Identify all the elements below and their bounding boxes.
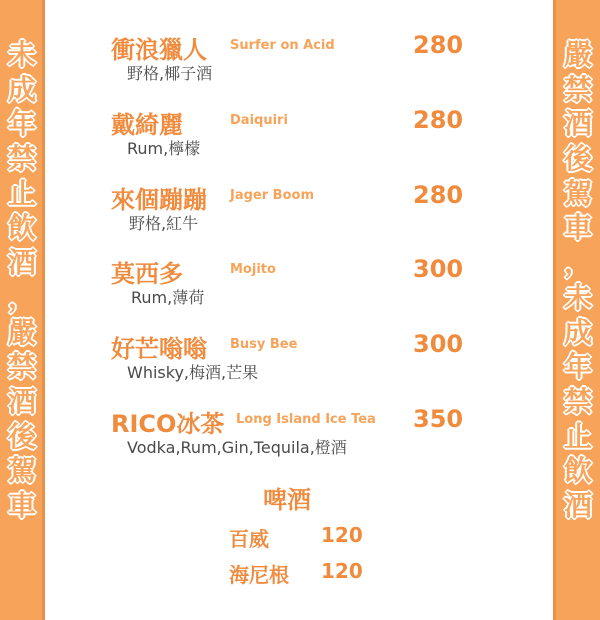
right-warning-text xyxy=(562,38,594,524)
warning-char: 禁 xyxy=(563,72,592,106)
warning-char: 止 xyxy=(563,419,592,453)
warning-char: 酒 xyxy=(7,384,36,418)
warning-char: 止 xyxy=(7,176,36,210)
beer-price: 120 xyxy=(321,559,363,583)
left-warning-text xyxy=(6,38,38,524)
item-ingredients: 野格,紅牛 xyxy=(129,214,199,233)
item-english-name: Long Island Ice Tea xyxy=(236,412,376,427)
item-price: 280 xyxy=(413,106,464,134)
warning-char: 後 xyxy=(563,142,592,176)
item-chinese-name: 來個蹦蹦 xyxy=(111,186,207,214)
warning-char: 駕 xyxy=(563,176,592,210)
item-chinese-name: 莫西多 xyxy=(111,260,183,288)
item-ingredients: 野格,椰子酒 xyxy=(127,64,213,83)
item-ingredients: Vodka,Rum,Gin,Tequila,橙酒 xyxy=(127,438,347,457)
item-ingredients: Whisky,梅酒,芒果 xyxy=(127,363,259,382)
item-english-name: Mojito xyxy=(230,262,276,277)
item-english-name: Surfer on Acid xyxy=(230,38,335,53)
warning-char: 年 xyxy=(563,350,592,384)
item-chinese-name: 戴綺麗 xyxy=(111,111,183,139)
warning-char: 嚴 xyxy=(563,38,592,71)
warning-char: 成 xyxy=(563,315,592,349)
item-chinese-name: RICO冰茶 xyxy=(111,410,225,438)
right-warning-banner xyxy=(556,0,600,600)
warning-char: 年 xyxy=(7,107,36,141)
item-price: 280 xyxy=(413,31,464,59)
item-english-name: Daiquiri xyxy=(230,113,288,128)
beer-name: 海尼根 xyxy=(229,563,289,587)
item-price: 300 xyxy=(413,255,464,283)
item-english-name: Jager Boom xyxy=(230,188,314,203)
warning-char: 嚴 xyxy=(7,315,36,349)
item-price: 300 xyxy=(413,330,464,358)
warning-char: 飲 xyxy=(563,454,592,488)
warning-char: 飲 xyxy=(7,211,36,245)
item-ingredients: Rum,檸檬 xyxy=(127,139,201,158)
warning-char: 禁 xyxy=(7,350,36,384)
warning-char: 駕 xyxy=(7,454,36,488)
warning-char: 成 xyxy=(7,72,36,106)
item-chinese-name: 衝浪獵人 xyxy=(111,36,207,64)
warning-char: ， xyxy=(7,280,36,314)
beer-price: 120 xyxy=(321,523,363,547)
warning-char: 車 xyxy=(7,488,36,522)
warning-char: 酒 xyxy=(7,246,36,280)
warning-char: 後 xyxy=(7,419,36,453)
item-ingredients: Rum,薄荷 xyxy=(131,288,205,307)
left-warning-banner xyxy=(0,0,42,600)
warning-char: 未 xyxy=(563,280,592,314)
warning-char: 禁 xyxy=(563,384,592,418)
item-english-name: Busy Bee xyxy=(230,337,298,352)
menu-card xyxy=(42,0,556,620)
beer-name: 百威 xyxy=(229,527,269,551)
item-chinese-name: 好芒嗡嗡 xyxy=(111,335,207,363)
item-price: 350 xyxy=(413,405,464,433)
beer-section-title: 啤酒 xyxy=(263,486,311,514)
warning-char: 禁 xyxy=(7,142,36,176)
item-price: 280 xyxy=(413,181,464,209)
warning-char: 未 xyxy=(7,38,36,71)
warning-char: ， xyxy=(563,246,592,280)
warning-char: 酒 xyxy=(563,107,592,141)
warning-char: 車 xyxy=(563,211,592,245)
warning-char: 酒 xyxy=(563,488,592,522)
